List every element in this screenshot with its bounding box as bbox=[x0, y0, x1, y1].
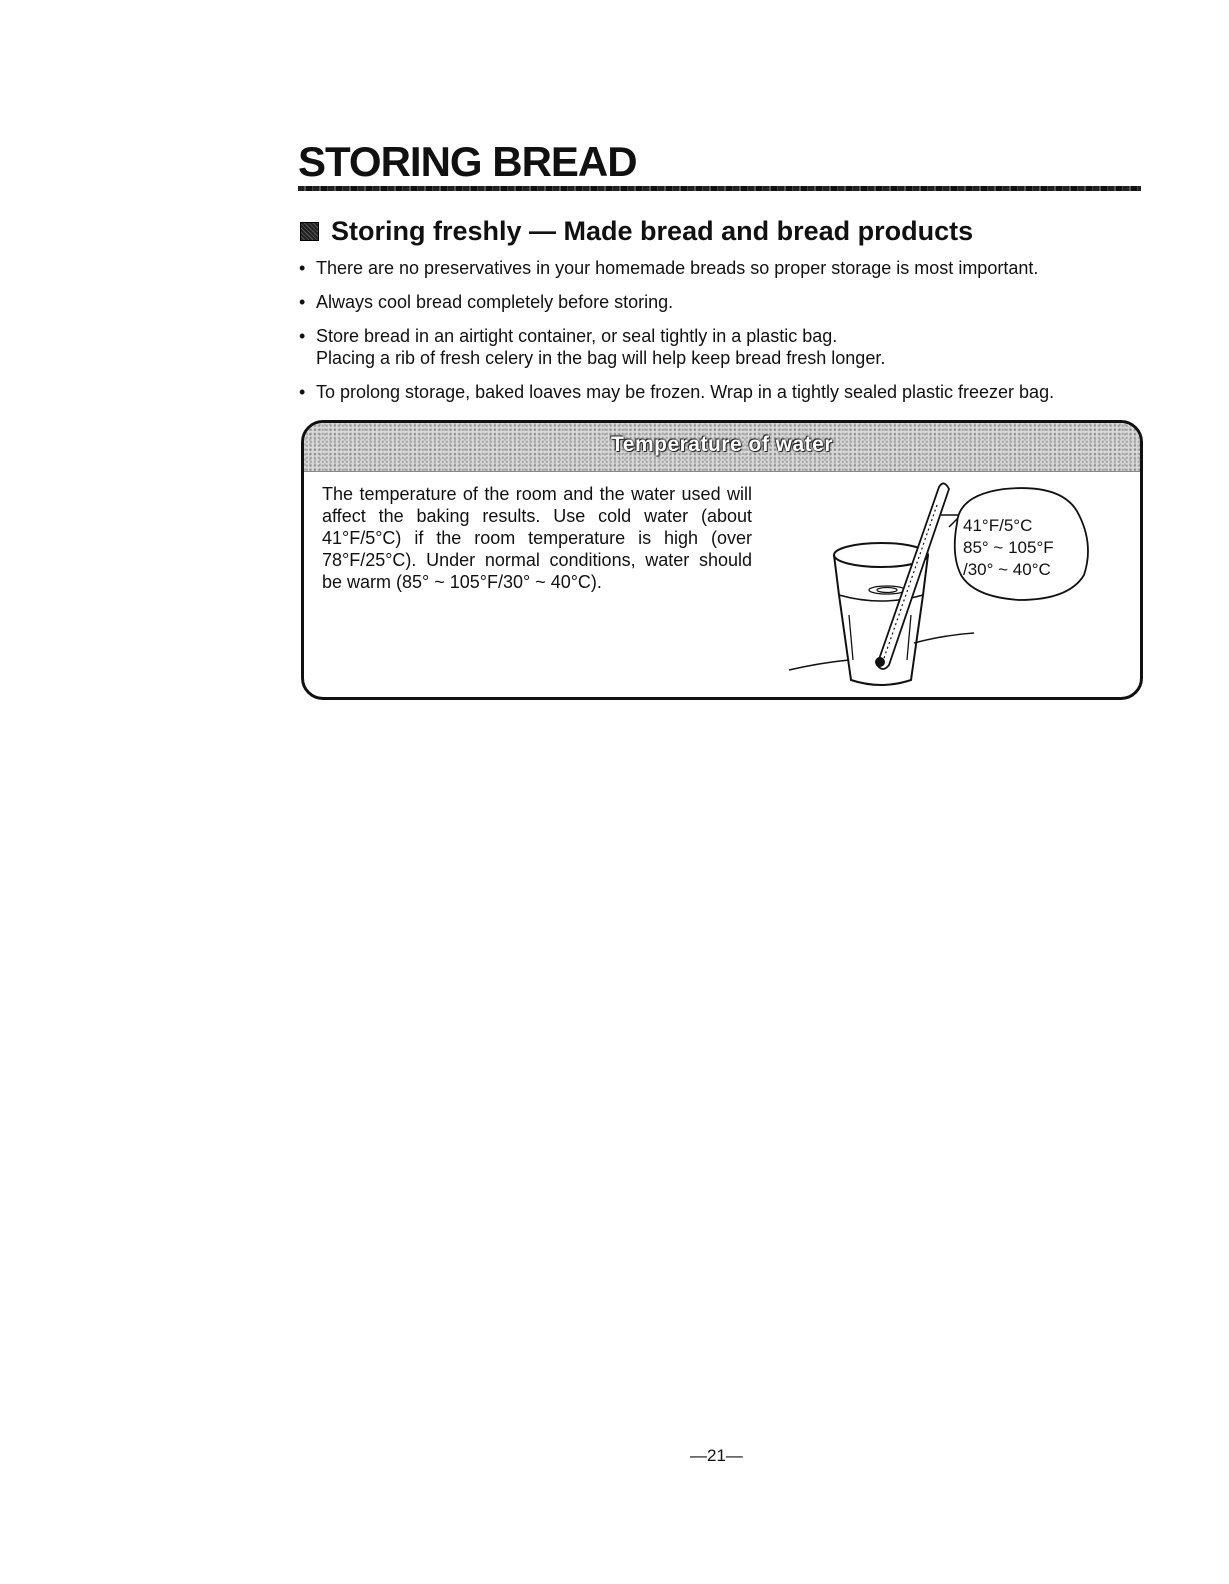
list-item bbox=[299, 291, 1149, 313]
section-heading-text: Storing freshly — Made bread and bread products bbox=[331, 216, 974, 246]
square-icon bbox=[300, 222, 319, 241]
list-item-line: To prolong storage, baked loaves may be frozen. Wrap in a tightly sealed plastic freezer bag. bbox=[316, 382, 1055, 402]
title-underline bbox=[298, 186, 1141, 191]
list-item-line: Store bread in an airtight container, or seal tightly in a plastic bag. bbox=[316, 326, 838, 346]
bullet-dot: • bbox=[299, 326, 306, 346]
bullet-list bbox=[299, 257, 1149, 415]
page-title: STORING BREAD bbox=[298, 138, 637, 185]
page-number: —21— bbox=[690, 1446, 743, 1465]
list-item bbox=[299, 381, 1149, 403]
bubble-line: /30° ~ 40°C bbox=[963, 560, 1051, 579]
list-item bbox=[299, 257, 1149, 279]
info-box-title: Temperature of water bbox=[611, 433, 833, 456]
bullet-dot: • bbox=[299, 382, 306, 402]
list-item-line: Always cool bread completely before storing. bbox=[316, 292, 674, 312]
info-box-text: The temperature of the room and the water used will affect the baking results. Use cold water (about 41°F/5°C) if the room temperature is high (over 78°F/25°C). Under normal conditions, water should be warm (85° ~ 105°F/30° ~ 40°C). bbox=[322, 484, 752, 592]
list-item bbox=[299, 325, 1149, 369]
section-heading bbox=[300, 214, 973, 248]
bullet-dot: • bbox=[299, 292, 306, 312]
bubble-line: 41°F/5°C bbox=[963, 516, 1033, 535]
temperature-info-box bbox=[301, 420, 1143, 700]
bubble-line: 85° ~ 105°F bbox=[963, 538, 1054, 557]
list-item-line: There are no preservatives in your homemade breads so proper storage is most important. bbox=[316, 258, 1039, 278]
info-box-header bbox=[304, 423, 1140, 472]
thermometer-in-glass-icon bbox=[779, 475, 1119, 695]
list-item-line: Placing a rib of fresh celery in the bag will help keep bread fresh longer. bbox=[316, 348, 886, 368]
bullet-dot: • bbox=[299, 258, 306, 278]
